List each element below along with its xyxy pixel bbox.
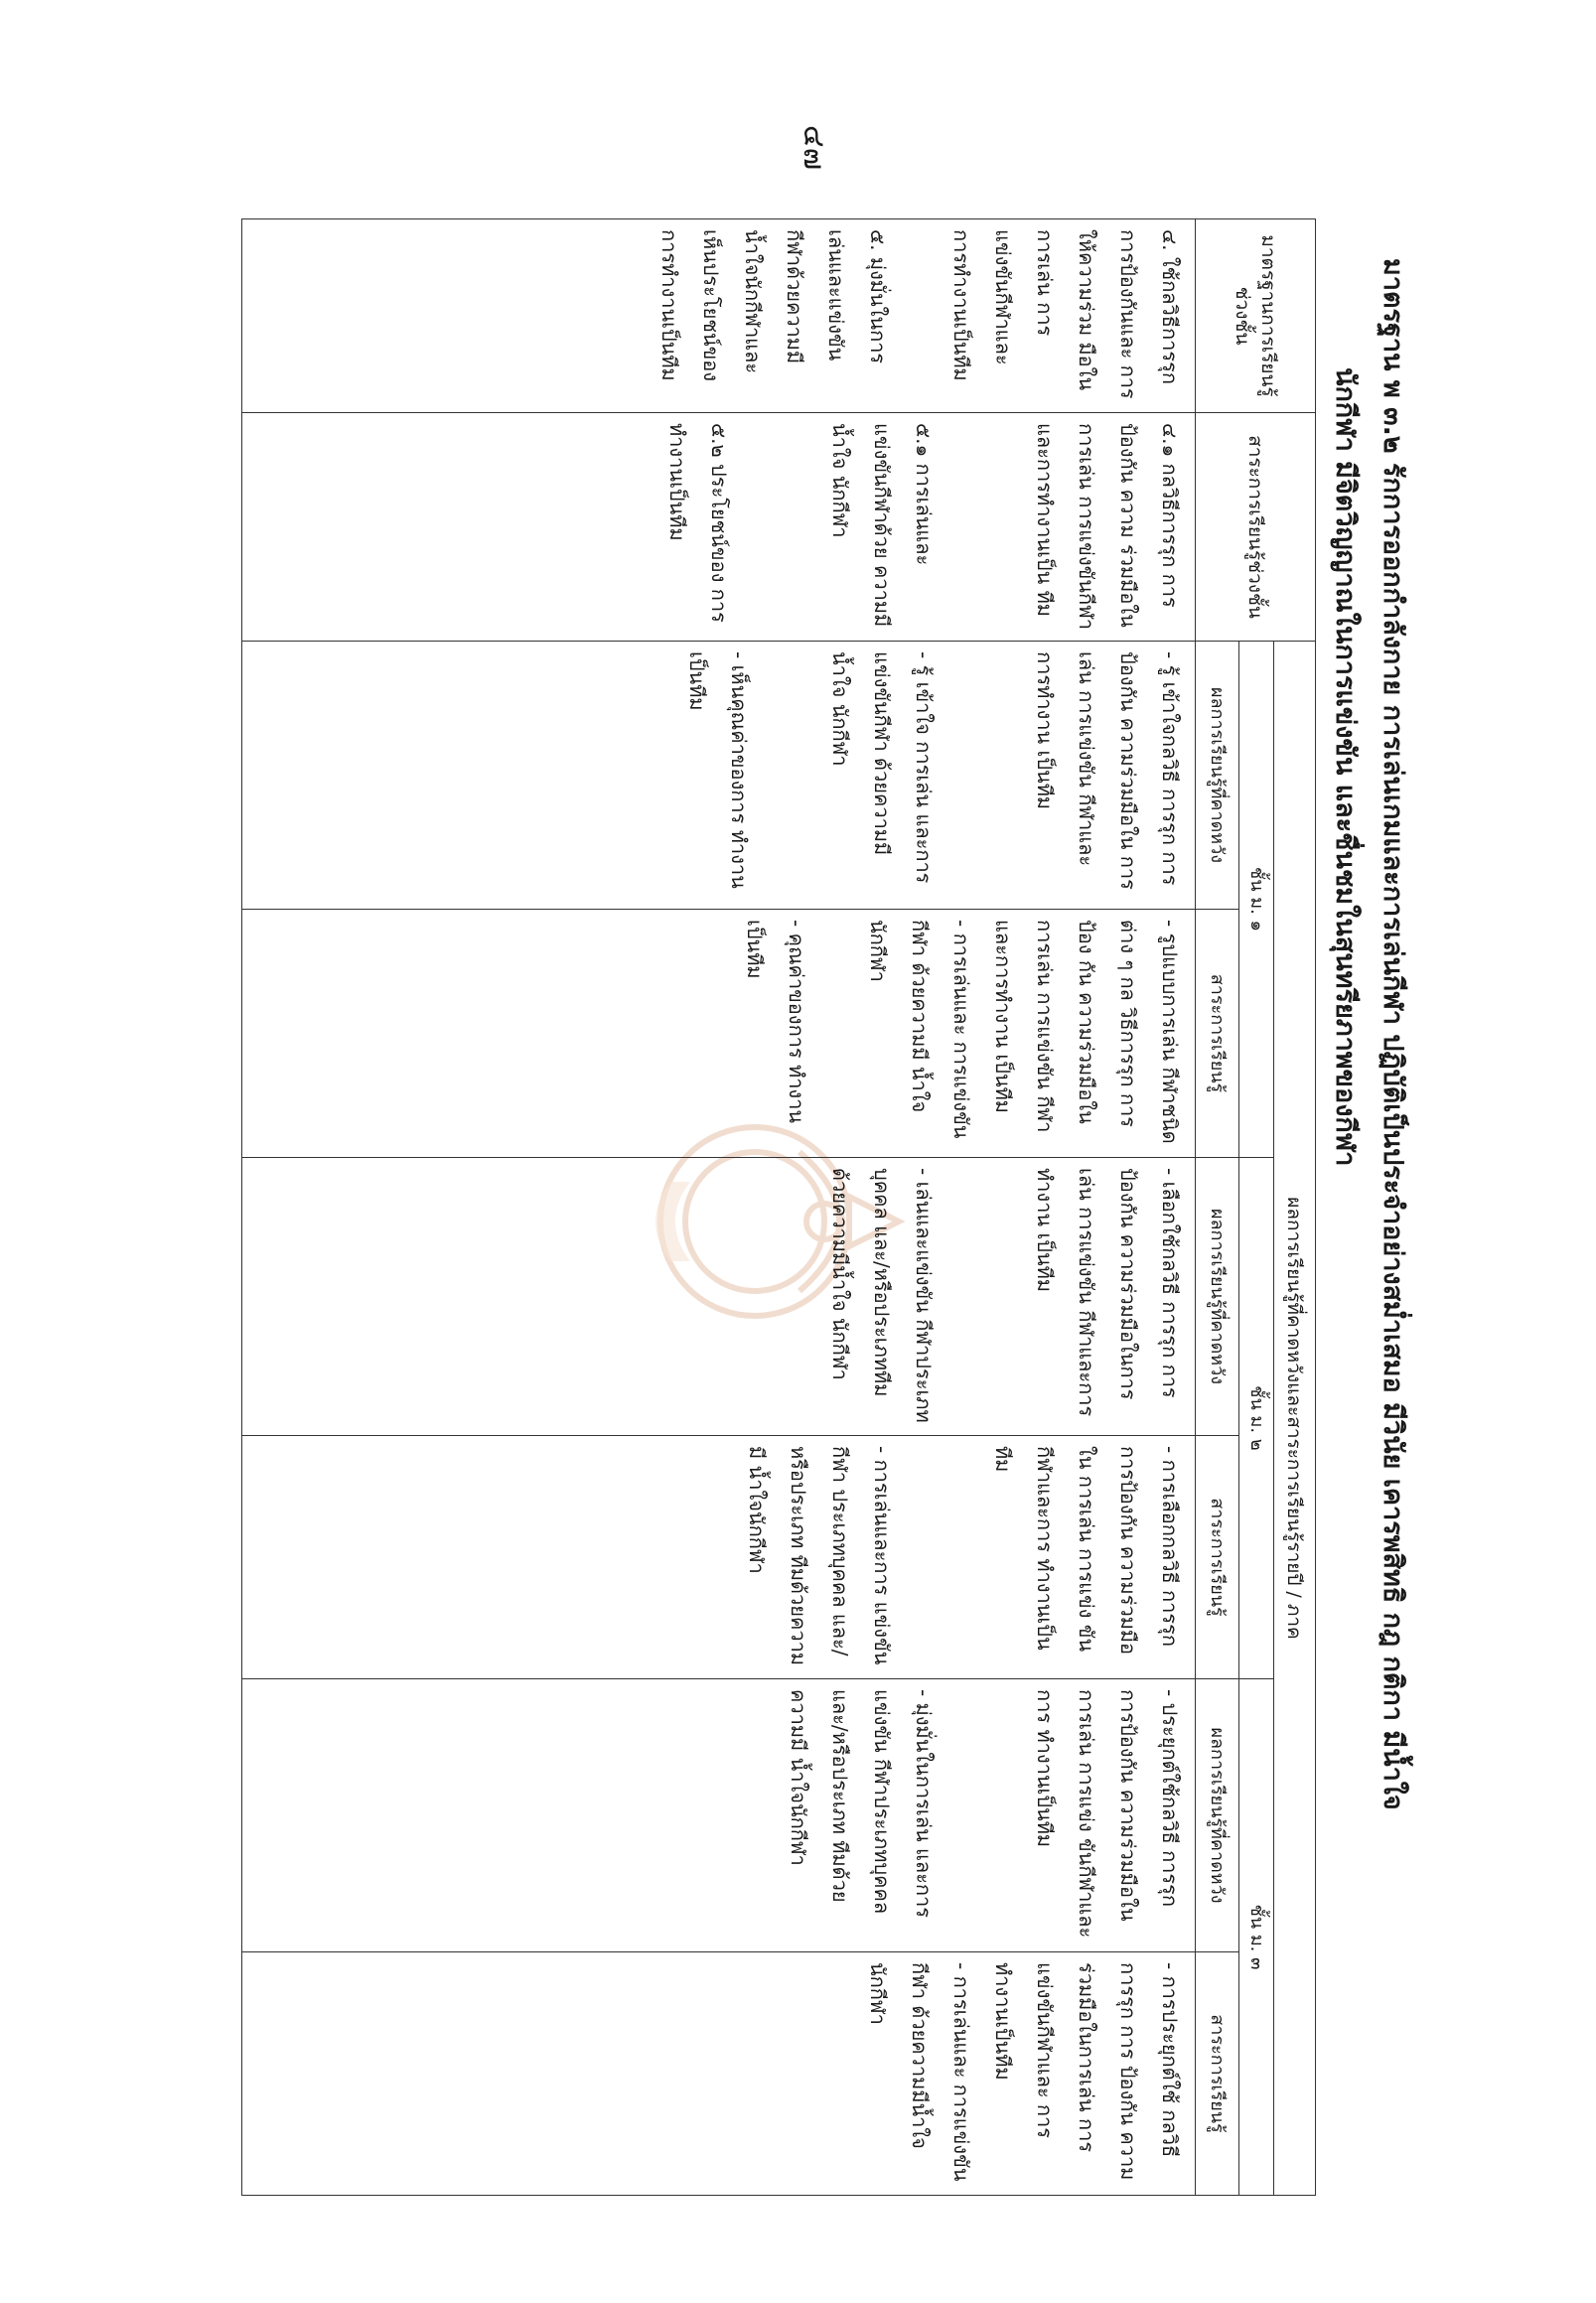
g1-outcome-cell [242,642,1196,910]
header-g3-content: สาระการเรียนรู้ [1196,1952,1239,2196]
header-g3-outcome: ผลการเรียนรู้ที่คาดหวัง [1196,1679,1239,1952]
g2-content-2: - การเล่นและการ แข่งขันกีฬา ประเภทบุคคล และ/หรือประเภท ทีมด้วยความมี น้ำใจนักกีฬา [745,1446,894,1666]
header-content-grade: สาระการเรียนรู้ช่วงชั้น [1196,413,1316,642]
standard-text: ๔. ใช้กลวิธีการรุก การป้องกันและ การให้ความร่วม มือในการเล่น การ แข่งขันกีฬาและ การทำงานเป็นทีม ๕. มุ่งมั่นในการ เล่นและแข่งขัน กีฬาด้วยความมี น้ำใจนักกีฬาและ เห็นประโยชน์ของ การทำงานเป็นทีม [657,229,1182,399]
g1-outcome-2: - รู้ เข้าใจ การเล่น และการแข่งขันกีฬา ด้วยความมีน้ำใจ นักกีฬา [828,651,936,884]
g3-outcome-2: - มุ่งมั่นในการเล่น และการแข่งขัน กีฬาประเภทบุคคล และ/หรือประเภท ทีมด้วยความมี น้ำใจนักกีฬา [787,1689,936,1921]
g3-content-cell [242,1952,1196,2196]
g3-content-1: - การประยุกต์ใช้ กลวิธีการรุก การ ป้องกัน ความ ร่วมมือในการเล่น การแข่งขันกีฬาและ การทำงานเป็นทีม - การเล่นและ การแข่งขันกีฬา ด้วยความมีน้ำใจ นักกีฬา [866,1962,1182,2182]
page-number [785,117,844,177]
g2-content-1: - การเลือกกลวิธี การรุก การป้องกัน ความร่วมมือใน การเล่น การแข่ง ขันกีฬาและการ ทำงานเป็นทีม [991,1446,1182,1655]
g3-outcome-cell [242,1679,1196,1952]
g1-content-cell [242,910,1196,1158]
content-grade-cell [242,413,1196,642]
g2-content-cell [242,1436,1196,1679]
g3-outcome-1: - ประยุกต์ใช้กลวิธี การรุก การป้องกัน ความร่วมมือใน การเล่น การแข่ง ขันกีฬาและการ ทำงานเป็นทีม [1033,1689,1182,1939]
header-g2-outcome: ผลการเรียนรู้ที่คาดหวัง [1196,1158,1239,1436]
header-standard: มาตรฐานการเรียนรู้ช่วงชั้น [1196,219,1316,413]
standard-header: มาตรฐาน พ ๓.๒ รักการออกกำลังกาย การเล่นเกมและการเล่นกีฬา ปฏิบัติเป็นประจำอย่างสม่ำเสมอ มีวินัย เคารพสิทธิ กฎ กติกา มีน้ำใจ [1378,258,1408,1810]
header-grade-2: ชั้น ม. ๒ [1239,1158,1274,1679]
g2-outcome-2: - เล่นและแข่งขัน กีฬาประเภทบุคคล และ/หรือประเภททีม ด้วยความมีน้ำใจ นักกีฬา [828,1168,936,1423]
g2-outcome-1: - เลือกใช้กลวิธี การรุก การป้องกัน ความร่วมมือในการ เล่น การแข่งขัน กีฬาและการทำงาน เป็นทีม [1033,1168,1182,1417]
standard-header-continued: นักกีฬา มีจิตวิญญาณในการแข่งขัน และชื่นชมในสุนทรียภาพของกีฬา [1330,367,1361,1167]
header-grade-1: ชั้น ม. ๑ [1239,642,1274,1158]
g1-content-1: - รูปแบบการเล่น กีฬาชนิดต่าง ๆ กล วิธีการรุก การป้อง กัน ความร่วมมือใน การเล่น การแข่งขัน กีฬาและการทำงาน เป็นทีม - การเล่นและ การแข่งขันกีฬา ด้วยความมี น้ำใจนักกีฬา [866,920,1182,1144]
g1-content-2: - คุณค่าของการ ทำงานเป็นทีม [743,920,808,1124]
g1-outcome-3: - เห็นคุณค่าของการ ทำงานเป็นทีม [685,651,751,889]
g2-outcome-cell [242,1158,1196,1436]
curriculum-table [241,218,1316,2196]
content-grade-5-1: ๕.๑ การเล่นและ แข่งขันกีฬาด้วย ความมีน้ำใจ นักกีฬา [828,423,936,628]
rotated-page-content [174,218,1435,2195]
header-g2-content: สาระการเรียนรู้ [1196,1436,1239,1679]
header-outcomes-group: ผลการเรียนรู้ที่คาดหวังและสาระการเรียนรู้รายปี / ภาค [1274,642,1316,2196]
content-grade-5-2: ๕.๒ ประโยชน์ของ การทำงานเป็นทีม [665,423,731,623]
header-g1-outcome: ผลการเรียนรู้ที่คาดหวัง [1196,642,1239,910]
g1-outcome-1: - รู้ เข้าใจกลวิธี การรุก การป้องกัน ความร่วมมือใน การเล่น การแข่งขัน กีฬาและการทำงาน เป็นทีม [1033,651,1182,890]
standard-cell [242,219,1196,413]
page-number-text: ๔๗ [797,124,832,170]
content-grade-4-1: ๔.๑ กลวิธีการรุก การป้องกัน ความ ร่วมมือในการเล่น การแข่งขันกีฬา และการทำงานเป็น ทีม [1033,423,1182,637]
header-g1-content: สาระการเรียนรู้ [1196,910,1239,1158]
header-grade-3: ชั้น ม. ๓ [1239,1679,1274,2196]
